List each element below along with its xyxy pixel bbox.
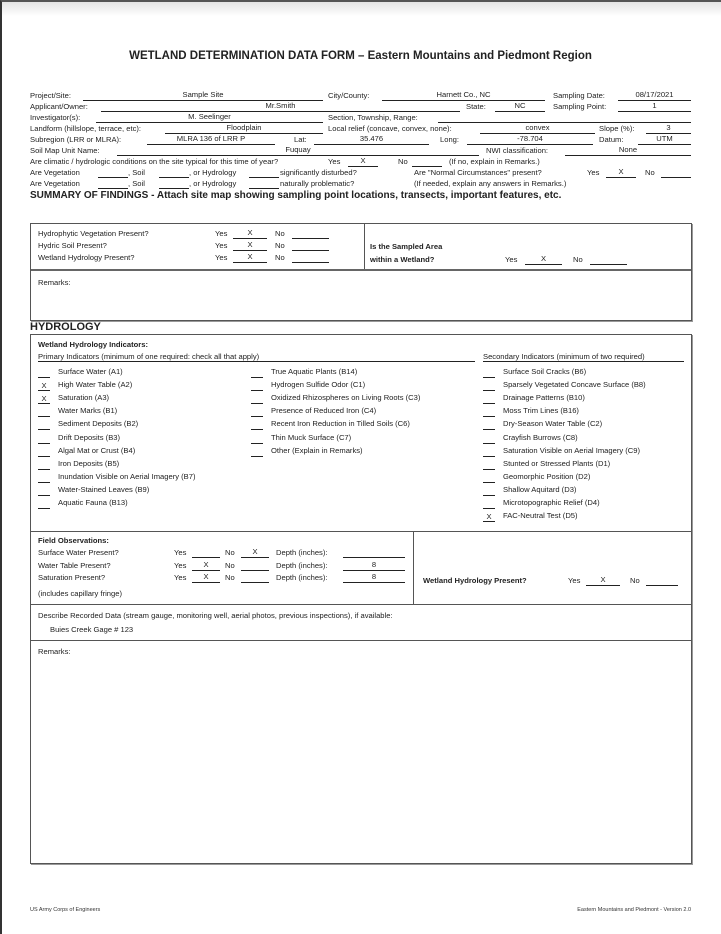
indicator-label: Geomorphic Position (D2) xyxy=(503,471,591,481)
landform-field[interactable]: Floodplain xyxy=(165,123,323,134)
subregion-field[interactable]: MLRA 136 of LRR P xyxy=(147,134,275,145)
indicator-checkbox[interactable] xyxy=(38,460,50,470)
explain-note: (If needed, explain any answers in Remarks.) xyxy=(414,179,567,188)
indicator-label: High Water Table (A2) xyxy=(58,380,133,390)
indicator-checkbox[interactable] xyxy=(483,381,495,391)
climatic-yes-field[interactable]: X xyxy=(348,156,378,167)
sampled-no-field[interactable] xyxy=(590,254,627,265)
problematic-label: naturally problematic? xyxy=(280,179,355,188)
indicator-checkbox[interactable] xyxy=(251,381,263,391)
indicator-label: Thin Muck Surface (C7) xyxy=(271,432,352,442)
wh-no-label: No xyxy=(630,576,640,585)
field-obs-yes-label: Yes xyxy=(174,560,187,570)
indicator-label: Saturation Visible on Aerial Imagery (C9) xyxy=(503,445,641,455)
project-site-field[interactable]: Sample Site xyxy=(83,90,323,101)
wh-yes-label: Yes xyxy=(568,576,581,585)
indicator-label: Shallow Aquitard (D3) xyxy=(503,484,577,494)
local-relief-field[interactable]: convex xyxy=(480,123,595,134)
wetland-hydrology-question: Wetland Hydrology Present? xyxy=(423,576,527,585)
indicator-label: Water Marks (B1) xyxy=(58,406,118,416)
sampled-area-question-2: within a Wetland? xyxy=(370,255,435,264)
city-county-label: City/County: xyxy=(328,91,370,100)
footer-right: Eastern Mountains and Piedmont - Version 2.0 xyxy=(577,907,691,913)
soil-problematic-field[interactable] xyxy=(159,178,189,189)
applicant-label: Applicant/Owner: xyxy=(30,102,88,111)
indicators-divider xyxy=(31,531,691,532)
investigator-field[interactable]: M. Seelinger xyxy=(96,112,323,123)
sampled-no-label: No xyxy=(573,255,583,264)
applicant-field[interactable]: Mr.Smith xyxy=(101,101,460,112)
indicator-label: Hydrogen Sulfide Odor (C1) xyxy=(271,380,366,390)
sampled-yes-field[interactable]: X xyxy=(525,254,562,265)
long-field[interactable]: -78.704 xyxy=(467,134,593,145)
field-obs-yes-label: Yes xyxy=(174,548,187,557)
sampling-date-field[interactable]: 08/17/2021 xyxy=(618,90,691,101)
soil-label-2: , Soil xyxy=(128,179,145,188)
indicator-label: Water-Stained Leaves (B9) xyxy=(58,484,150,494)
slope-field[interactable]: 3 xyxy=(646,123,691,134)
indicator-checkbox[interactable] xyxy=(483,486,495,496)
summary-yes-label: Yes xyxy=(215,229,228,238)
summary-divider xyxy=(364,224,365,269)
wh-no-field[interactable] xyxy=(646,575,678,586)
indicator-checkbox[interactable] xyxy=(38,499,50,509)
indicator-label: Sediment Deposits (B2) xyxy=(58,419,139,429)
project-site-label: Project/Site: xyxy=(30,91,71,100)
indicator-label: Aquatic Fauna (B13) xyxy=(58,498,128,507)
summary-yes-field[interactable]: X xyxy=(233,240,267,251)
indicator-label: Surface Soil Cracks (B6) xyxy=(503,367,587,376)
depth-field[interactable]: 8 xyxy=(343,572,405,583)
climatic-no-field[interactable] xyxy=(412,156,442,167)
indicator-checkbox[interactable] xyxy=(251,394,263,404)
indicator-checkbox[interactable] xyxy=(251,434,263,444)
city-county-field[interactable]: Harnett Co., NC xyxy=(382,90,545,101)
field-obs-yes-label: Yes xyxy=(174,573,187,582)
indicator-label: Algal Mat or Crust (B4) xyxy=(58,445,136,455)
indicator-checkbox[interactable] xyxy=(483,499,495,509)
indicators-heading: Wetland Hydrology Indicators: xyxy=(38,340,148,349)
sampling-date-label: Sampling Date: xyxy=(553,91,605,100)
datum-field[interactable]: UTM xyxy=(638,134,691,145)
sampled-yes-label: Yes xyxy=(505,255,518,264)
depth-field[interactable]: 8 xyxy=(343,560,405,571)
indicator-label: Surface Water (A1) xyxy=(58,367,123,376)
nwi-field[interactable]: None xyxy=(565,145,691,156)
hydrology-remarks-field[interactable] xyxy=(38,660,684,858)
indicator-label: Stunted or Stressed Plants (D1) xyxy=(503,458,611,468)
summary-no-field[interactable] xyxy=(292,252,329,263)
depth-label: Depth (inches): xyxy=(276,548,328,557)
indicator-checkbox[interactable] xyxy=(251,368,263,378)
lat-label: Lat: xyxy=(294,135,307,144)
hydrology-problematic-field[interactable] xyxy=(249,178,279,189)
indicator-checkbox[interactable] xyxy=(483,434,495,444)
long-label: Long: xyxy=(440,135,460,144)
indicator-label: Inundation Visible on Aerial Imagery (B7) xyxy=(58,471,196,481)
summary-no-label: No xyxy=(275,253,285,262)
summary-yes-label: Yes xyxy=(215,253,228,262)
indicator-label: Drainage Patterns (B10) xyxy=(503,393,585,403)
indicator-checkbox[interactable]: X xyxy=(483,512,495,522)
indicator-label: Drift Deposits (B3) xyxy=(58,432,121,442)
indicator-checkbox[interactable] xyxy=(38,473,50,483)
indicator-checkbox[interactable] xyxy=(483,407,495,417)
soil-map-label: Soil Map Unit Name: xyxy=(30,146,100,155)
vegetation-label-2: Are Vegetation xyxy=(30,179,80,188)
climatic-no-label: No xyxy=(398,157,408,166)
indicator-label: Crayfish Burrows (C8) xyxy=(503,432,578,442)
hydrology-label-2: , or Hydrology xyxy=(189,179,237,188)
indicator-label: Sparsely Vegetated Concave Surface (B8) xyxy=(503,380,646,390)
hydrology-label-1: , or Hydrology xyxy=(189,168,237,177)
indicator-label: Dry-Season Water Table (C2) xyxy=(503,419,603,429)
indicator-checkbox[interactable] xyxy=(483,460,495,470)
climatic-yes-label: Yes xyxy=(328,157,341,166)
indicator-checkbox[interactable] xyxy=(483,473,495,483)
lat-field[interactable]: 35.476 xyxy=(314,134,429,145)
section-field[interactable] xyxy=(438,112,691,123)
indicator-checkbox[interactable] xyxy=(251,420,263,430)
indicator-label: Moss Trim Lines (B16) xyxy=(503,406,579,416)
landform-label: Landform (hillslope, terrace, etc): xyxy=(30,124,141,133)
field-obs-no-field[interactable]: X xyxy=(241,547,269,558)
sampling-point-field[interactable]: 1 xyxy=(618,101,691,112)
top-shade xyxy=(2,2,721,16)
summary-heading: SUMMARY OF FINDINGS - Attach site map showing sampling point locations, transects, important features, etc. xyxy=(30,190,562,201)
field-obs-no-field[interactable] xyxy=(241,572,269,583)
hydrology-remarks-label: Remarks: xyxy=(38,647,71,656)
primary-indicators-heading: Primary Indicators (minimum of one required: check all that apply) xyxy=(38,352,475,362)
field-obs-no-label: No xyxy=(225,548,235,557)
field-obs-label: Saturation Present? xyxy=(38,573,106,582)
indicator-label: Microtopographic Relief (D4) xyxy=(503,498,600,507)
summary-no-label: No xyxy=(275,241,285,250)
summary-remarks-label: Remarks: xyxy=(38,278,71,287)
recorded-data-divider xyxy=(31,604,691,605)
field-obs-yes-field[interactable]: X xyxy=(192,560,220,571)
soil-label-1: , Soil xyxy=(128,168,145,177)
summary-remarks-field[interactable] xyxy=(38,288,684,316)
indicator-checkbox[interactable] xyxy=(483,447,495,457)
secondary-indicators-heading: Secondary Indicators (minimum of two required) xyxy=(483,352,684,362)
indicator-checkbox[interactable] xyxy=(38,486,50,496)
sampling-point-label: Sampling Point: xyxy=(553,102,607,111)
indicator-label: Recent Iron Reduction in Tilled Soils (C6) xyxy=(271,419,410,429)
indicator-checkbox[interactable] xyxy=(38,407,50,417)
slope-label: Slope (%): xyxy=(599,124,635,133)
summary-row-label: Hydric Soil Present? xyxy=(38,241,107,250)
normal-no-field[interactable] xyxy=(661,167,691,178)
indicator-checkbox[interactable] xyxy=(38,447,50,457)
indicator-label: True Aquatic Plants (B14) xyxy=(271,367,358,376)
indicator-checkbox[interactable] xyxy=(483,420,495,430)
field-obs-yes-field[interactable]: X xyxy=(192,572,220,583)
vegetation-label-1: Are Vegetation xyxy=(30,168,80,177)
recorded-data-value[interactable]: Buies Creek Gage # 123 xyxy=(50,625,134,634)
disturbed-label: significantly disturbed? xyxy=(280,168,357,177)
capillary-note: (includes capillary fringe) xyxy=(38,589,122,598)
form-title: WETLAND DETERMINATION DATA FORM – Eastern Mountains and Piedmont Region xyxy=(129,50,592,62)
indicator-checkbox[interactable]: X xyxy=(38,381,50,391)
normal-yes-field[interactable]: X xyxy=(606,167,636,178)
field-obs-no-field[interactable] xyxy=(241,560,269,571)
indicator-label: FAC-Neutral Test (D5) xyxy=(503,511,578,521)
datum-label: Datum: xyxy=(599,135,624,144)
indicator-checkbox[interactable] xyxy=(38,420,50,430)
remarks-divider xyxy=(31,640,691,641)
summary-yes-field[interactable]: X xyxy=(233,252,267,263)
summary-remarks-divider xyxy=(31,269,691,271)
summary-yes-field[interactable]: X xyxy=(233,228,267,239)
indicator-checkbox[interactable] xyxy=(251,407,263,417)
section-label: Section, Township, Range: xyxy=(328,113,418,122)
local-relief-label: Local relief (concave, convex, none): xyxy=(328,124,452,133)
wh-yes-field[interactable]: X xyxy=(586,575,620,586)
subregion-label: Subregion (LRR or MLRA): xyxy=(30,135,122,144)
field-obs-heading: Field Observations: xyxy=(38,536,109,545)
indicator-checkbox[interactable] xyxy=(251,447,263,457)
summary-row-label: Wetland Hydrology Present? xyxy=(38,253,135,262)
summary-no-field[interactable] xyxy=(292,240,329,251)
field-obs-divider xyxy=(413,531,414,604)
summary-no-field[interactable] xyxy=(292,228,329,239)
indicator-checkbox[interactable] xyxy=(483,394,495,404)
state-label: State: xyxy=(466,102,486,111)
field-obs-no-label: No xyxy=(225,573,235,582)
depth-field[interactable] xyxy=(343,547,405,558)
indicator-checkbox[interactable]: X xyxy=(38,394,50,404)
climatic-question: Are climatic / hydrologic conditions on the site typical for this time of year? xyxy=(30,157,279,166)
climatic-note: (If no, explain in Remarks.) xyxy=(449,157,540,166)
state-field[interactable]: NC xyxy=(495,101,545,112)
recorded-data-label: Describe Recorded Data (stream gauge, monitoring well, aerial photos, previous inspections), if available: xyxy=(38,611,393,620)
field-obs-label: Surface Water Present? xyxy=(38,548,119,557)
normal-yes-label: Yes xyxy=(587,168,600,177)
indicator-checkbox[interactable] xyxy=(38,368,50,378)
indicator-checkbox[interactable] xyxy=(483,368,495,378)
depth-label: Depth (inches): xyxy=(276,573,328,582)
investigator-label: Investigator(s): xyxy=(30,113,81,122)
footer-left: US Army Corps of Engineers xyxy=(30,907,101,913)
summary-yes-label: Yes xyxy=(215,241,228,250)
indicator-label: Iron Deposits (B5) xyxy=(58,458,120,468)
normal-circumstances-question: Are "Normal Circumstances" present? xyxy=(414,168,542,177)
indicator-label: Oxidized Rhizospheres on Living Roots (C3) xyxy=(271,393,421,403)
hydrology-disturbed-field[interactable] xyxy=(249,167,279,178)
vegetation-problematic-field[interactable] xyxy=(98,178,128,189)
soil-map-field[interactable]: Fuquay xyxy=(117,145,479,156)
indicator-label: Saturation (A3) xyxy=(58,393,110,403)
field-obs-yes-field[interactable] xyxy=(192,547,220,558)
field-obs-no-label: No xyxy=(225,560,235,570)
depth-label: Depth (inches): xyxy=(276,560,328,570)
sampled-area-question-1: Is the Sampled Area xyxy=(370,242,443,251)
nwi-label: NWI classification: xyxy=(486,146,549,155)
indicator-checkbox[interactable] xyxy=(38,434,50,444)
summary-row-label: Hydrophytic Vegetation Present? xyxy=(38,229,149,238)
hydrology-heading: HYDROLOGY xyxy=(30,321,101,333)
vegetation-disturbed-field[interactable] xyxy=(98,167,128,178)
field-obs-label: Water Table Present? xyxy=(38,560,111,570)
summary-no-label: No xyxy=(275,229,285,238)
soil-disturbed-field[interactable] xyxy=(159,167,189,178)
normal-no-label: No xyxy=(645,168,655,177)
indicator-label: Other (Explain in Remarks) xyxy=(271,445,363,455)
indicator-label: Presence of Reduced Iron (C4) xyxy=(271,406,377,416)
